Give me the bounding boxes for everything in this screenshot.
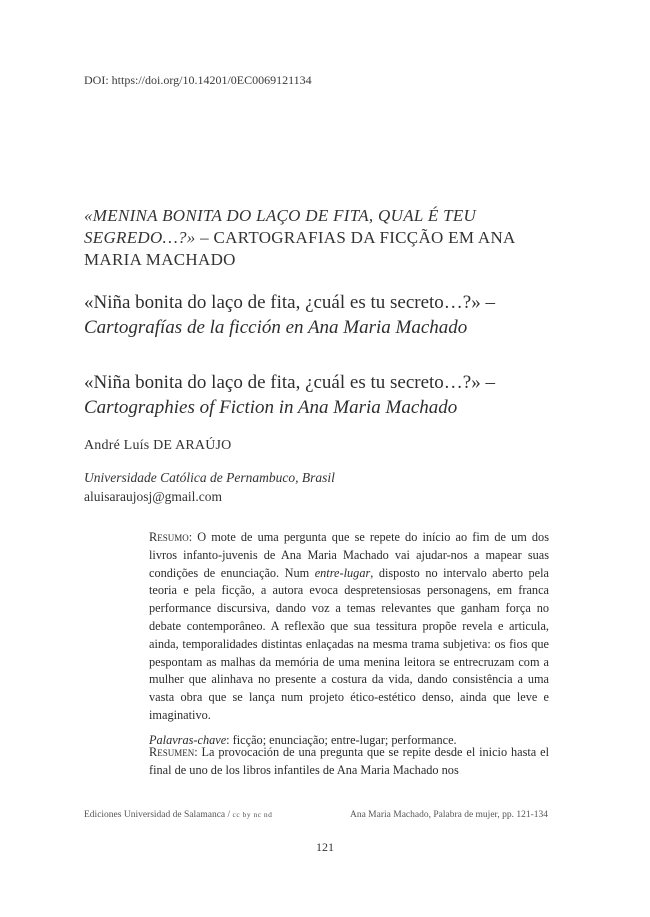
abstract-portuguese xyxy=(149,529,549,750)
author-name: André Luís DE ARAÚJO xyxy=(84,438,232,453)
title-english xyxy=(84,370,554,420)
title-spanish-line1: «Niña bonita do laço de fita, ¿cuál es tu secreto…?» – xyxy=(84,292,495,313)
title-portuguese xyxy=(84,205,554,271)
doi-line: DOI: https://doi.org/10.14201/0EC0069121134 xyxy=(84,73,312,87)
resumo-italic-term: entre-lugar xyxy=(314,565,371,580)
title-spanish-line2: Cartografías de la ficción en Ana Maria Machado xyxy=(84,317,468,338)
title-english-line1: «Niña bonita do laço de fita, ¿cuál es tu secreto…?» – xyxy=(84,372,495,393)
title-portuguese-italic: «MENINA BONITA DO LAÇO DE FITA, QUAL É TEU SEGREDO…?» xyxy=(84,206,477,247)
resumo-label: Resumo xyxy=(149,530,189,544)
page-number: 121 xyxy=(316,840,334,854)
author-email: aluisaraujosj@gmail.com xyxy=(84,489,223,504)
resumo-text: : O mote de uma pergunta que se repete do início ao fim de um dos livros infanto-juvenis de Ana Maria Machado vai ajudar-nos a mapear suas condições de enunciação. Num xyxy=(149,530,549,580)
resumo-text-2: , disposto no intervalo aberto pela teoria e pela ficção, a autora evoca despretensiosas personagens, em franca performance discursiva, dando voz a temas relevantes que ganham força no debate contemporâneo. A reflexão que sua tessitura propõe revela e articula, ainda, temporalidades distintas enlaçadas na mesma trama subjetiva: os fios que pespontam as malhas da memória de uma menina leitora se entrecruzam com a mulher que alinhava no presente a costura da vida, dando consistência a uma vasta obra que se lança num projeto ético-estético denso, ainda que leve e imaginativo. xyxy=(149,565,549,722)
title-portuguese-rest: – CARTOGRAFIAS DA FICÇÃO EM ANA MARIA MACHADO xyxy=(84,228,515,269)
keywords-label: Palavras-chave xyxy=(149,732,227,747)
keywords-text: : ficção; enunciação; entre-lugar; performance. xyxy=(226,732,457,747)
resumen-paragraph xyxy=(149,744,549,780)
title-spanish xyxy=(84,290,554,340)
resumen-text: : La provocación de una pregunta que se repite desde el inicio hasta el final de uno de los libros infantiles de Ana Maria Machado nos xyxy=(149,745,549,777)
footer-journal: Ana Maria Machado, Palabra de mujer, pp. 121-134 xyxy=(349,810,548,820)
author-affiliation: Universidade Católica de Pernambuco, Brasil xyxy=(84,470,335,485)
cc-license-mark: cc by nc nd xyxy=(232,810,273,819)
footer-publisher xyxy=(84,810,272,820)
abstract-spanish xyxy=(149,744,549,780)
resumen-label: Resumen xyxy=(149,745,195,759)
title-english-line2: Cartographies of Fiction in Ana Maria Machado xyxy=(84,397,458,418)
resumo-paragraph xyxy=(149,529,549,725)
footer-publisher-text: Ediciones Universidad de Salamanca / xyxy=(84,810,233,820)
